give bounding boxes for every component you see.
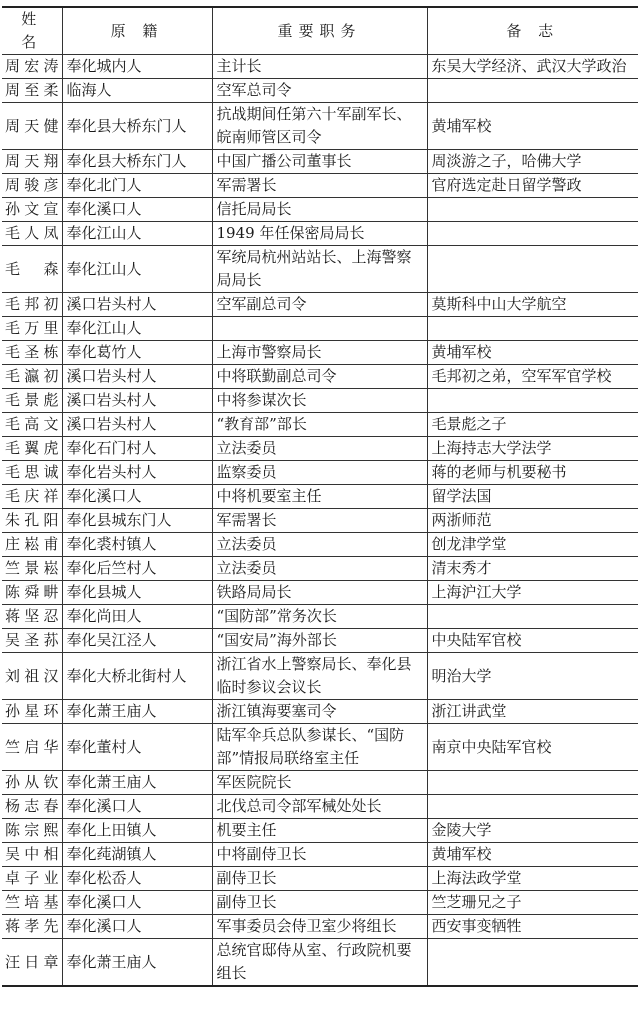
- cell-origin: 奉化萧王庙人: [62, 771, 212, 795]
- cell-note: 创龙津学堂: [427, 533, 638, 557]
- cell-note: 中央陆军官校: [427, 629, 638, 653]
- cell-note: 官府选定赴日留学警政: [427, 174, 638, 198]
- table-row: [2, 891, 638, 915]
- cell-note: 上海沪江大学: [427, 581, 638, 605]
- cell-note: [427, 795, 638, 819]
- table-row: [2, 55, 638, 79]
- cell-note: 两浙师范: [427, 509, 638, 533]
- table-row: [2, 485, 638, 509]
- cell-name: 朱孔阳: [2, 509, 62, 533]
- cell-origin: 溪口岩头村人: [62, 365, 212, 389]
- cell-post: “国防部”常务次长: [212, 605, 427, 629]
- table-row: [2, 795, 638, 819]
- cell-post: “教育部”部长: [212, 413, 427, 437]
- cell-post: 空军总司令: [212, 79, 427, 103]
- cell-origin: 奉化溪口人: [62, 915, 212, 939]
- cell-name: 汪日章: [2, 939, 62, 987]
- cell-origin: 奉化莼湖镇人: [62, 843, 212, 867]
- cell-origin: 奉化溪口人: [62, 485, 212, 509]
- cell-note: [427, 246, 638, 293]
- cell-note: [427, 389, 638, 413]
- table-row: [2, 293, 638, 317]
- table-row: [2, 365, 638, 389]
- table-row: [2, 461, 638, 485]
- cell-post: 1949 年任保密局局长: [212, 222, 427, 246]
- cell-post: 副侍卫长: [212, 891, 427, 915]
- table-row: [2, 843, 638, 867]
- cell-post: 中将联勤副总司令: [212, 365, 427, 389]
- table-row: [2, 174, 638, 198]
- cell-post: 立法委员: [212, 437, 427, 461]
- cell-name: 毛庆祥: [2, 485, 62, 509]
- cell-note: 浙江讲武堂: [427, 700, 638, 724]
- cell-note: 竺芝珊兄之子: [427, 891, 638, 915]
- cell-note: 上海持志大学法学: [427, 437, 638, 461]
- table-row: [2, 79, 638, 103]
- table-row: [2, 700, 638, 724]
- cell-origin: 奉化上田镇人: [62, 819, 212, 843]
- table-row: [2, 771, 638, 795]
- table-row: [2, 341, 638, 365]
- cell-name: 毛圣栋: [2, 341, 62, 365]
- cell-origin: 溪口岩头村人: [62, 413, 212, 437]
- cell-note: 上海法政学堂: [427, 867, 638, 891]
- cell-note: 周淡游之子，哈佛大学: [427, 150, 638, 174]
- cell-name: 杨志春: [2, 795, 62, 819]
- cell-name: 毛思诚: [2, 461, 62, 485]
- cell-origin: 奉化江山人: [62, 222, 212, 246]
- table-row: [2, 629, 638, 653]
- cell-origin: 奉化县大桥东门人: [62, 103, 212, 150]
- cell-note: [427, 198, 638, 222]
- cell-post: 抗战期间任第六十军副军长、皖南师管区司令: [212, 103, 427, 150]
- cell-name: 蒋坚忍: [2, 605, 62, 629]
- cell-origin: 奉化溪口人: [62, 795, 212, 819]
- table-header: [2, 7, 638, 55]
- cell-origin: 奉化溪口人: [62, 891, 212, 915]
- cell-post: 军医院院长: [212, 771, 427, 795]
- table-row: [2, 915, 638, 939]
- cell-post: 信托局局长: [212, 198, 427, 222]
- cell-origin: 奉化萧王庙人: [62, 700, 212, 724]
- cell-origin: 奉化大桥北街村人: [62, 653, 212, 700]
- cell-name: 卓子业: [2, 867, 62, 891]
- header-name: 姓 名: [2, 7, 62, 55]
- cell-note: 金陵大学: [427, 819, 638, 843]
- cell-note: [427, 605, 638, 629]
- cell-post: 中将参谋次长: [212, 389, 427, 413]
- cell-origin: 奉化尚田人: [62, 605, 212, 629]
- cell-name: 竺景崧: [2, 557, 62, 581]
- cell-post: 铁路局局长: [212, 581, 427, 605]
- header-note: 备 志: [427, 7, 638, 55]
- table-row: [2, 819, 638, 843]
- cell-origin: 奉化石门村人: [62, 437, 212, 461]
- cell-name: 庄崧甫: [2, 533, 62, 557]
- header-origin: 原 籍: [62, 7, 212, 55]
- cell-origin: 奉化溪口人: [62, 198, 212, 222]
- cell-origin: 奉化江山人: [62, 317, 212, 341]
- cell-post: 中国广播公司董事长: [212, 150, 427, 174]
- cell-name: 孙从钦: [2, 771, 62, 795]
- cell-name: 周骏彦: [2, 174, 62, 198]
- cell-post: 军事委员会侍卫室少将组长: [212, 915, 427, 939]
- cell-note: 留学法国: [427, 485, 638, 509]
- cell-post: 上海市警察局长: [212, 341, 427, 365]
- cell-name: 毛人凤: [2, 222, 62, 246]
- cell-name: 陈宗熙: [2, 819, 62, 843]
- table-row: [2, 150, 638, 174]
- cell-origin: 奉化后竺村人: [62, 557, 212, 581]
- cell-origin: 奉化县城东门人: [62, 509, 212, 533]
- cell-note: [427, 222, 638, 246]
- cell-name: 蒋孝先: [2, 915, 62, 939]
- cell-post: 军统局杭州站站长、上海警察局局长: [212, 246, 427, 293]
- cell-name: 毛 森: [2, 246, 62, 293]
- table-row: [2, 581, 638, 605]
- cell-post: 浙江镇海要塞司令: [212, 700, 427, 724]
- cell-name: 周天健: [2, 103, 62, 150]
- cell-note: [427, 939, 638, 987]
- cell-name: 毛万里: [2, 317, 62, 341]
- cell-note: 毛邦初之弟，空军军官学校: [427, 365, 638, 389]
- table-row: [2, 605, 638, 629]
- cell-origin: 奉化北门人: [62, 174, 212, 198]
- cell-origin: 溪口岩头村人: [62, 293, 212, 317]
- table-row: [2, 557, 638, 581]
- cell-name: 竺启华: [2, 724, 62, 771]
- cell-origin: 临海人: [62, 79, 212, 103]
- cell-name: 毛高文: [2, 413, 62, 437]
- header-row: [2, 7, 638, 55]
- cell-post: 浙江省水上警察局长、奉化县临时参议会议长: [212, 653, 427, 700]
- cell-name: 毛瀛初: [2, 365, 62, 389]
- cell-name: 陈舜畊: [2, 581, 62, 605]
- cell-note: 西安事变牺牲: [427, 915, 638, 939]
- cell-post: 军需署长: [212, 509, 427, 533]
- header-post: 重要职务: [212, 7, 427, 55]
- cell-name: 竺培基: [2, 891, 62, 915]
- cell-origin: 奉化岩头村人: [62, 461, 212, 485]
- cell-name: 毛景彪: [2, 389, 62, 413]
- cell-post: 军需署长: [212, 174, 427, 198]
- cell-name: 孙文宣: [2, 198, 62, 222]
- cell-post: 中将机要室主任: [212, 485, 427, 509]
- cell-name: 刘祖汉: [2, 653, 62, 700]
- cell-post: 主计长: [212, 55, 427, 79]
- cell-post: 监察委员: [212, 461, 427, 485]
- cell-origin: 奉化裘村镇人: [62, 533, 212, 557]
- table-row: [2, 103, 638, 150]
- table-row: [2, 509, 638, 533]
- table-row: [2, 413, 638, 437]
- cell-origin: 奉化城内人: [62, 55, 212, 79]
- table-row: [2, 867, 638, 891]
- cell-post: [212, 317, 427, 341]
- table-body: [2, 55, 638, 987]
- cell-post: 空军副总司令: [212, 293, 427, 317]
- table-row: [2, 653, 638, 700]
- cell-post: 机要主任: [212, 819, 427, 843]
- cell-origin: 奉化吴江泾人: [62, 629, 212, 653]
- cell-origin: 奉化松岙人: [62, 867, 212, 891]
- table-row: [2, 533, 638, 557]
- cell-name: 吴中相: [2, 843, 62, 867]
- cell-name: 孙星环: [2, 700, 62, 724]
- cell-post: 立法委员: [212, 533, 427, 557]
- cell-note: 东吴大学经济、武汉大学政治: [427, 55, 638, 79]
- cell-note: 明治大学: [427, 653, 638, 700]
- table-row: [2, 222, 638, 246]
- table-row: [2, 246, 638, 293]
- cell-name: 周宏涛: [2, 55, 62, 79]
- cell-name: 毛翼虎: [2, 437, 62, 461]
- personnel-table: [2, 6, 638, 987]
- cell-name: 吴圣荪: [2, 629, 62, 653]
- cell-origin: 奉化葛竹人: [62, 341, 212, 365]
- table-row: [2, 317, 638, 341]
- cell-name: 周天翔: [2, 150, 62, 174]
- cell-post: 北伐总司令部军械处处长: [212, 795, 427, 819]
- cell-origin: 奉化萧王庙人: [62, 939, 212, 987]
- cell-post: 立法委员: [212, 557, 427, 581]
- cell-note: [427, 771, 638, 795]
- cell-post: 总统官邸侍从室、行政院机要组长: [212, 939, 427, 987]
- cell-origin: 奉化董村人: [62, 724, 212, 771]
- cell-note: 蒋的老师与机要秘书: [427, 461, 638, 485]
- cell-origin: 奉化县城人: [62, 581, 212, 605]
- cell-post: 中将副侍卫长: [212, 843, 427, 867]
- table-row: [2, 939, 638, 987]
- cell-note: 黄埔军校: [427, 843, 638, 867]
- cell-name: 周至柔: [2, 79, 62, 103]
- cell-name: 毛邦初: [2, 293, 62, 317]
- cell-note: 莫斯科中山大学航空: [427, 293, 638, 317]
- cell-note: [427, 317, 638, 341]
- cell-note: 南京中央陆军官校: [427, 724, 638, 771]
- cell-origin: 奉化江山人: [62, 246, 212, 293]
- cell-note: 清末秀才: [427, 557, 638, 581]
- cell-note: 毛景彪之子: [427, 413, 638, 437]
- cell-note: 黄埔军校: [427, 341, 638, 365]
- cell-origin: 奉化县大桥东门人: [62, 150, 212, 174]
- table-row: [2, 724, 638, 771]
- table-row: [2, 437, 638, 461]
- cell-note: [427, 79, 638, 103]
- table-row: [2, 198, 638, 222]
- cell-post: “国安局”海外部长: [212, 629, 427, 653]
- cell-origin: 溪口岩头村人: [62, 389, 212, 413]
- cell-post: 副侍卫长: [212, 867, 427, 891]
- cell-note: 黄埔军校: [427, 103, 638, 150]
- cell-post: 陆军伞兵总队参谋长、“国防部”情报局联络室主任: [212, 724, 427, 771]
- table-row: [2, 389, 638, 413]
